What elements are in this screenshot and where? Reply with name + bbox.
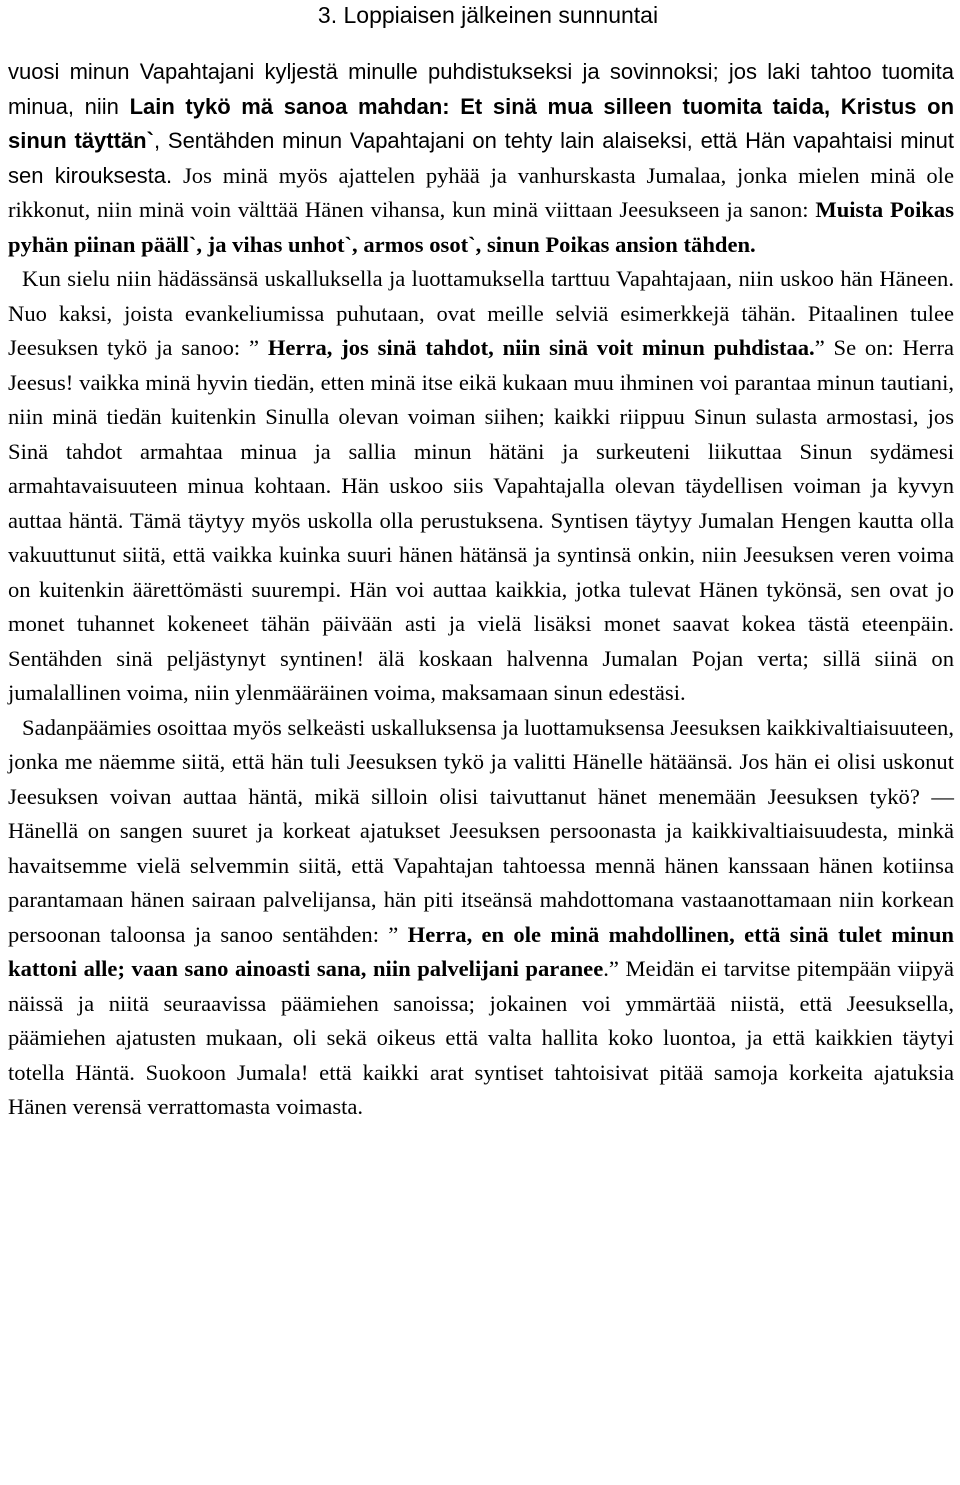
bold-quote: Herra, en ole minä mahdollinen, että sinä tulet minun kattoni alle; vaan sano ainoasti sana, niin palvelijani paranee (8, 921, 954, 981)
document-page (8, 0, 954, 1125)
text-segment: ” Se on: Herra Jeesus! vaikka minä hyvin tiedän, etten minä itse eikä kukaan muu ihminen voi parantaa minun tautiani, niin minä tiedän kuitenkin Sinulla olevan voiman siihen; kaikki riippuu Sinun sulasta armostasi, jos Sinä tahdot armahtaa minua ja sallia minun hätäni ja surkeuteni liikuttaa Sinun sydämesi armahtavaisuuteen minua kohtaan. Hän uskoo siis Vapahtajalla olevan täydellisen voiman ja kyvyn auttaa häntä. Tämä täytyy myös uskolla olla perustuksena. Syntisen täytyy Jumalan Hengen kautta olla vakuuttunut siitä, että vaikka kuinka suuri hänen hätänsä ja syntinsä onkin, niin Jeesuksen veren voima on kuitenkin äärettömästi suurempi. Hän voi auttaa kaikkia, jotka tulevat Hänen tykönsä, sen ovat jo monet tuhannet kokeneet tähän päivään asti ja vielä lisäksi monet saavat kokea tästä eteenpäin. Sentähden sinä peljästynyt syntinen! älä koskaan halvenna Jumalan Pojan verta; sillä siinä on jumalallinen voima, niin ylenmääräinen voima, maksamaan sinun edestäsi. (8, 335, 954, 705)
text-segment: Jos minä myös ajattelen pyhää ja vanhurskasta Jumalaa, jonka mielen minä ole rikkonut, niin minä voin välttää Hänen vihansa, kun minä viittaan Jeesukseen ja sanon: (8, 162, 954, 222)
bold-quote: Muista Poikas pyhän piinan pääll`, ja vihas unhot`, armos osot`, sinun Poikas ansion tähden. (8, 197, 954, 257)
paragraph-3 (8, 711, 954, 1125)
text-segment: Kun sielu niin hädässänsä uskalluksella ja luottamuksella tarttuu Vapahtajaan, niin uskoo hän Häneen. Nuo kaksi, joista evankeliumissa puhutaan, ovat meille selviä esimerkkejä tähän. Pitaalinen tulee Jeesuksen tykö ja sanoo: ” (8, 266, 954, 360)
text-segment: Sadanpäämies osoittaa myös selkeästi uskalluksensa ja luottamuksensa Jeesuksen kaikkivaltiaisuuteen, jonka me näemme siitä, että hän tuli Jeesuksen tykö ja valitti Hänelle hätäänsä. Jos hän ei olisi uskonut Jeesuksen voivan auttaa häntä, mikä silloin olisi taivuttanut hänet menemään Jeesuksen tykö? — Hänellä on sangen suuret ja korkeat ajatukset Jeesuksen persoonasta ja kaikkivaltiaisuudesta, minkä havaitsemme vielä selvemmin siitä, että Vapahtajan tahtoessa mennä hänen kanssaan hänen kotiinsa parantamaan hänen sairaan palvelijansa, hän piti itseänsä mahdottomana vastaanottamaan niin korkean persoonan taloonsa ja sanoo sentähden: ” (8, 714, 954, 947)
bold-quote: Lain tykö mä sanoa mahdan: Et sinä mua silleen tuomita taida, Kristus on sinun täyttän` (8, 93, 955, 153)
text-segment: , Sentähden minun Vapahtajani on tehty lain alaiseksi, että Hän vapahtaisi minut sen kirouksesta. (8, 128, 954, 188)
text-segment: vuosi minun Vapahtajani kyljestä minulle puhdistukseksi ja sovinnoksi; jos laki tahtoo tuomita minua, niin (8, 59, 954, 119)
text-segment: .” Meidän ei tarvitse pitempään viipyä näissä ja niitä seuraavissa päämiehen sanoissa; jokainen voi ymmärtää niistä, että Jeesuksella, päämiehen ajatusten mukaan, oli sekä oikeus että valta hallita koko luontoa, ja että kaikkien täytyi totella Häntä. Suokoon Jumala! että kaikki arat syntiset tahtoisivat pitää samoja korkeita ajatuksia Hänen verensä verrattomasta voimasta. (8, 956, 954, 1119)
running-header: 3. Loppiaisen jälkeinen sunnuntai (317, 2, 659, 28)
paragraph-2 (8, 262, 954, 711)
paragraph-1 (8, 55, 954, 262)
bold-quote: Herra, jos sinä tahdot, niin sinä voit minun puhdistaa. (267, 335, 815, 360)
body-text (8, 55, 954, 1125)
